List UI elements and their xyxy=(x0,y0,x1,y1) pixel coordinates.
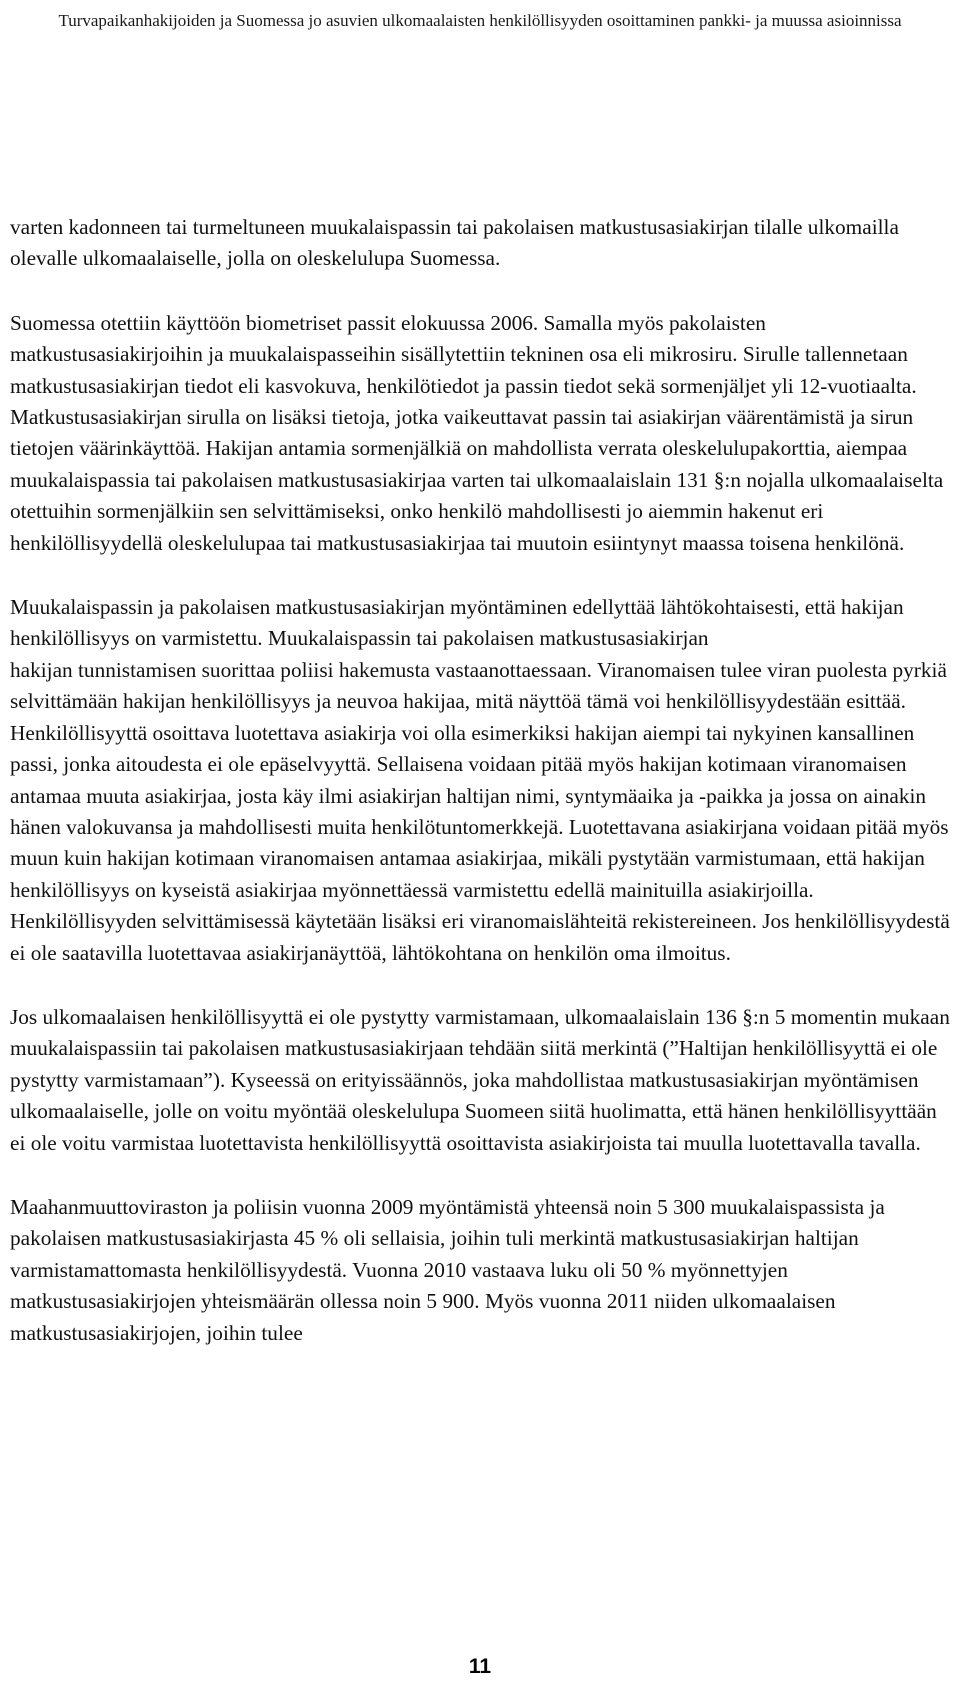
paragraph-3-continuation: hakijan tunnistamisen suorittaa poliisi hakemusta vastaanottaessaan. Viranomaisen tulee viran puolesta pyrkiä selvittämään hakijan henkilöllisyys ja neuvoa hakijaa, mitä näyttöä tämä voi henkilöllisyydestään esittää. Henkilöllisyyttä osoittava luotettava asiakirja voi olla esimerkiksi hakijan aiempi tai nykyinen kansallinen passi, jonka aitoudesta ei ole epäselvyyttä. Sellaisena voidaan pitää myös hakijan kotimaan viranomaisen antamaa muuta asiakirjaa, josta käy ilmi asiakirjan haltijan nimi, syntymäaika ja -paikka ja jossa on ainakin hänen valokuvansa ja mahdollisesti muita henkilötuntomerkkejä. Luotettavana asiakirjana voidaan pitää myös muun kuin hakijan kotimaan viranomaisen antamaa asiakirjaa, mikäli pystytään varmistumaan, että hakijan henkilöllisyys on kyseistä asiakirjaa myönnettäessä varmistettu edellä mainituilla asiakirjoilla. Henkilöllisyyden selvittämisessä käytetään lisäksi eri viranomaislähteitä rekistereineen. Jos henkilöllisyydestä ei ole saatavilla luotettavaa asiakirjanäyttöä, lähtökohtana on henkilön oma ilmoitus. xyxy=(10,657,950,965)
paragraph-4: Jos ulkomaalaisen henkilöllisyyttä ei ole pystytty varmistamaan, ulkomaalaislain 136 §:n 5 momentin mukaan muukalaispassiin tai pakolaisen matkustusasiakirjaan tehdään siitä merkintä (”Haltijan henkilöllisyyttä ei ole pystytty varmistamaan”). Kyseessä on erityissäännös, joka mahdollistaa matkustusasiakirjan myöntämisen ulkomaalaiselle, jolle on voitu myöntää oleskelulupa Suomeen siitä huolimatta, että hänen henkilöllisyyttään ei ole voitu varmistaa luotettavista henkilöllisyyttä osoittavista asiakirjoista tai muulla luotettavalla tavalla. xyxy=(10,1004,950,1155)
paragraph-5: Maahanmuuttoviraston ja poliisin vuonna 2009 myöntämistä yhteensä noin 5 300 muukalaispassista ja pakolaisen matkustusasiakirjasta 45 % oli sellaisia, joihin tuli merkintä matkustusasiakirjan haltijan varmistamattomasta henkilöllisyydestä. Vuonna 2010 vastaava luku oli 50 % myönnettyjen matkustusasiakirjojen yhteismäärän ollessa noin 5 900. Myös vuonna 2011 niiden ulkomaalaisen matkustusasiakirjojen, joihin tulee xyxy=(10,1194,885,1345)
paragraph-1: varten kadonneen tai turmeltuneen muukalaispassin tai pakolaisen matkustusasiakirjan tilalle ulkomailla olevalle ulkomaalaiselle, jolla on oleskelulupa Suomessa. xyxy=(10,215,899,271)
page-number: 11 xyxy=(468,1655,492,1678)
paragraph-3-text: Muukalaispassin ja pakolaisen matkustusasiakirjan myöntäminen edellyttää lähtökohtaisesti, että hakijan henkilöllisyys on varmistettu. Muukalaispassin tai pakolaisen matkustusasiakirjan xyxy=(10,595,904,651)
running-header xyxy=(10,8,950,34)
paragraph-3 xyxy=(10,592,954,969)
running-header-title: Turvapaikanhakijoiden ja Suomessa jo asuvien ulkomaalaisten henkilöllisyyden osoittaminen pankki- ja muussa asioinnissa xyxy=(58,11,902,30)
document-body xyxy=(10,212,954,1382)
paragraph-2: Suomessa otettiin käyttöön biometriset passit elokuussa 2006. Samalla myös pakolaisten matkustusasiakirjoihin ja muukalaispasseihin sisällytettiin tekninen osa eli mikrosiru. Sirulle tallennetaan matkustusasiakirjan tiedot eli kasvokuva, henkilötiedot ja passin tiedot sekä sormenjäljet yli 12-vuotiaalta. Matkustusasiakirjan sirulla on lisäksi tietoja, jotka vaikeuttavat passin tai asiakirjan väärentämistä ja sirun tietojen väärinkäyttöä. Hakijan antamia sormenjälkiä on mahdollista verrata oleskelulupakorttia, aiempaa muukalaispassia tai pakolaisen matkustusasiakirjaa varten tai ulkomaalaislain 131 §:n nojalla ulkomaalaiselta otettuihin sormenjälkiin sen selvittämiseksi, onko henkilö mahdollisesti jo aiemmin hakenut eri henkilöllisyydellä oleskelulupaa tai matkustusasiakirjaa tai muutoin esiintynyt maassa toisena henkilönä. xyxy=(10,310,944,555)
